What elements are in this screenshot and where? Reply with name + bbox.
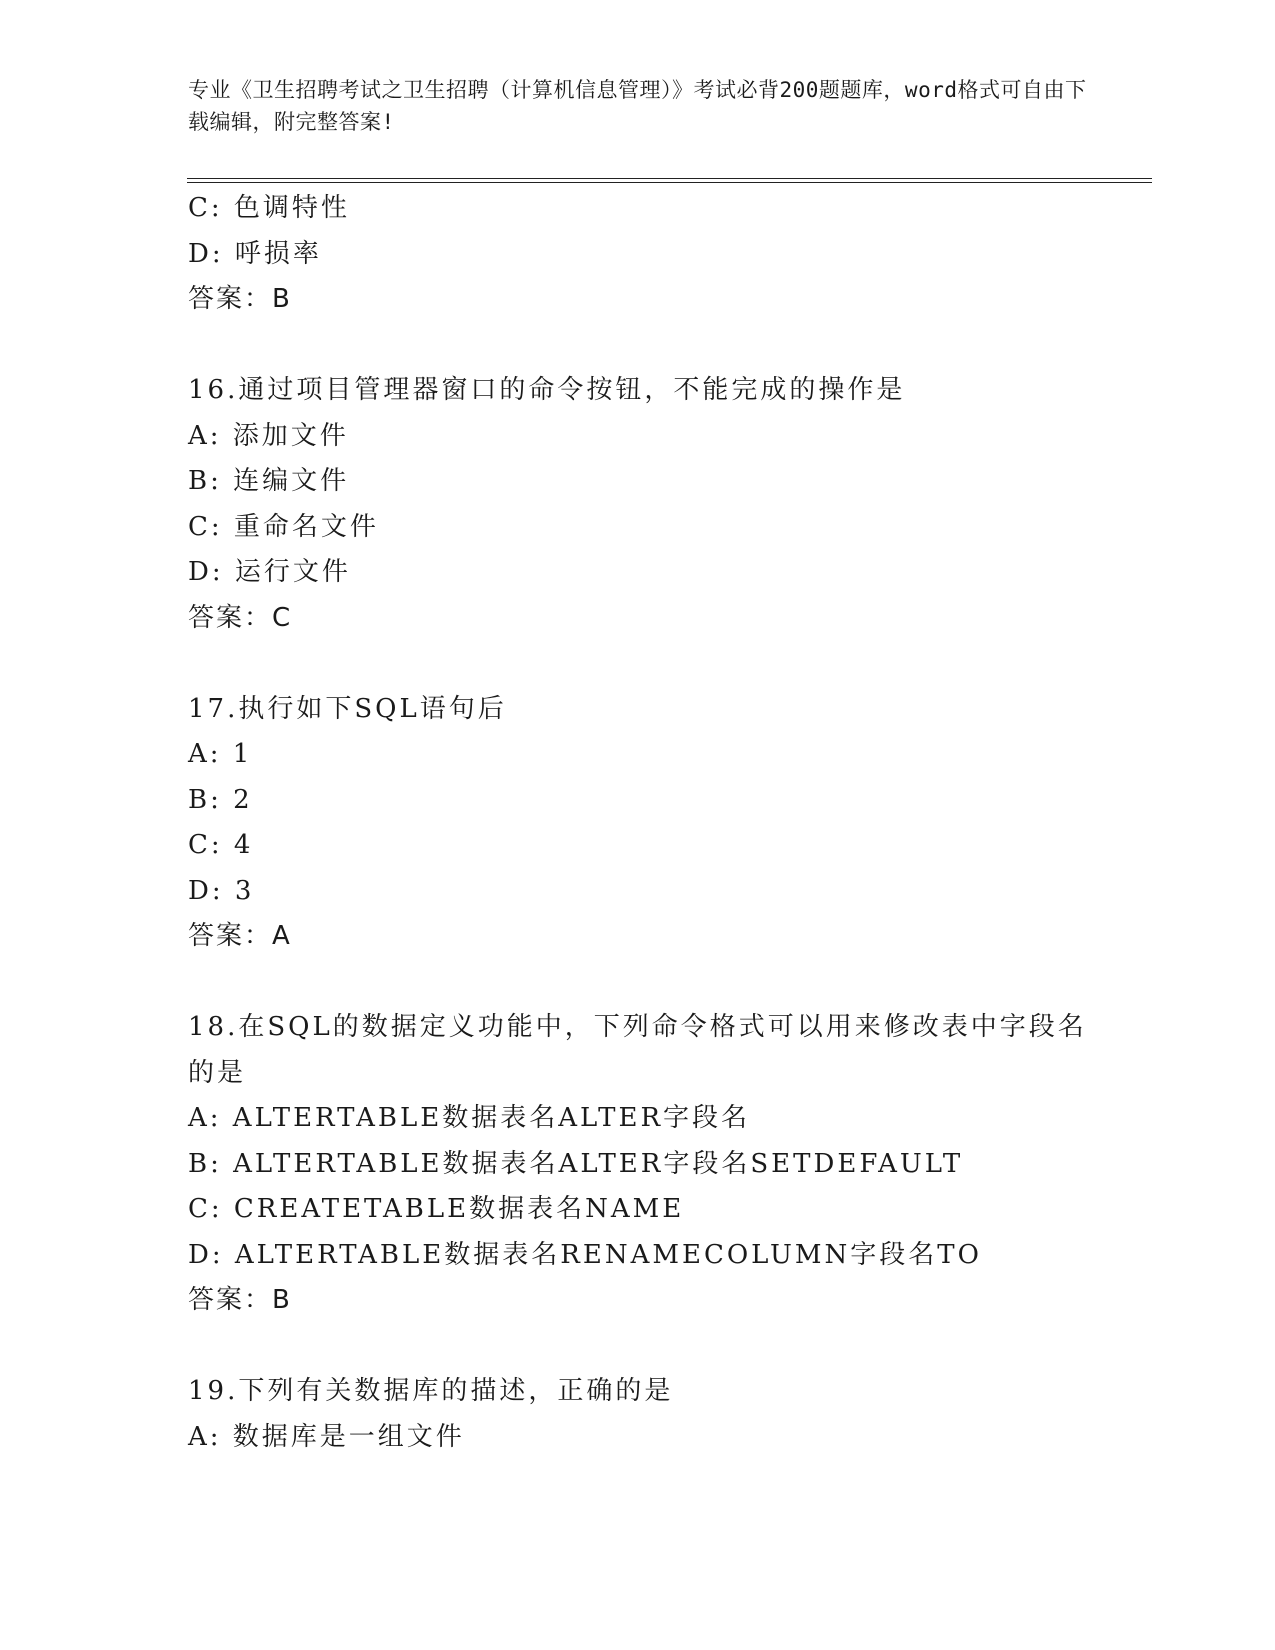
question-text: 18.在SQL的数据定义功能中，下列命令格式可以用来修改表中字段名的是 [188, 1012, 1087, 1088]
question-15-continuation [188, 186, 1088, 323]
option-c: C: 4 [188, 830, 254, 860]
option-b: B: ALTERTABLE数据表名ALTER字段名SETDEFAULT [188, 1148, 964, 1179]
option-b: B: 2 [188, 784, 253, 815]
option-d: D: 3 [188, 875, 255, 906]
spacer [188, 641, 1088, 687]
question-17 [188, 687, 1088, 960]
question-list [188, 186, 1088, 1460]
header-divider [187, 178, 1152, 183]
question-16 [188, 368, 1088, 641]
option-a: A: ALTERTABLE数据表名ALTER字段名 [188, 1103, 751, 1133]
spacer [188, 960, 1088, 1006]
answer: 答案：B [188, 1285, 292, 1315]
option-c: C: 色调特性 [188, 193, 350, 223]
option-a: A: 添加文件 [188, 420, 349, 451]
answer: 答案：C [188, 602, 293, 633]
option-d: D: 运行文件 [188, 557, 351, 587]
option-a: A: 1 [188, 739, 253, 769]
answer: 答案：B [188, 284, 292, 314]
spacer [188, 323, 1088, 369]
document-header: 专业《卫生招聘考试之卫生招聘（计算机信息管理）》考试必背200题题库，word格式可自由下载编辑，附完整答案! [188, 78, 1087, 134]
question-19 [188, 1369, 1088, 1460]
option-d: D: 呼损率 [188, 238, 322, 269]
option-c: C: CREATETABLE数据表名NAME [188, 1194, 685, 1224]
question-text: 16.通过项目管理器窗口的命令按钮，不能完成的操作是 [188, 375, 906, 405]
option-d: D: ALTERTABLE数据表名RENAMECOLUMN字段名TO [188, 1239, 982, 1270]
question-text: 19.下列有关数据库的描述，正确的是 [188, 1376, 674, 1406]
question-18 [188, 1005, 1088, 1324]
answer: 答案：A [188, 921, 292, 951]
option-c: C: 重命名文件 [188, 511, 379, 542]
option-b: B: 连编文件 [188, 466, 350, 496]
spacer [188, 1324, 1088, 1370]
question-text: 17.执行如下SQL语句后 [188, 693, 507, 724]
option-a: A: 数据库是一组文件 [188, 1421, 465, 1452]
